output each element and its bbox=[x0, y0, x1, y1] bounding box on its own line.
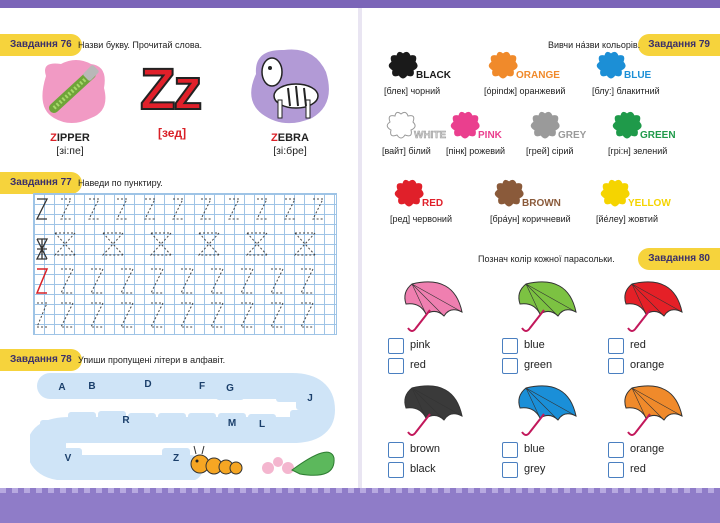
umbrella-4-option-label: brown bbox=[410, 443, 440, 455]
color-word-brown: BROWN bbox=[522, 198, 561, 209]
task-80-badge: Завдання 80 bbox=[638, 248, 720, 270]
alphabet-tile-blank[interactable] bbox=[162, 374, 190, 396]
color-word-grey: GREY bbox=[558, 130, 587, 141]
umbrella-1-checkbox-pink[interactable] bbox=[388, 338, 404, 354]
color-transcription-white: [вайт] білий bbox=[382, 146, 431, 156]
color-word-red: RED bbox=[422, 198, 444, 209]
color-word-orange: ORANGE bbox=[516, 70, 560, 81]
zipper-transcription: [зі:пе] bbox=[56, 145, 84, 157]
bottom-border bbox=[0, 488, 720, 523]
alphabet-tile: G bbox=[216, 378, 244, 400]
alphabet-tile: Z bbox=[162, 448, 190, 470]
umbrella-2-checkbox-blue[interactable] bbox=[502, 338, 518, 354]
alphabet-tile-blank[interactable] bbox=[246, 377, 274, 399]
paint-splash-yellow bbox=[598, 178, 632, 208]
umbrella-4-checkbox-brown[interactable] bbox=[388, 442, 404, 458]
task-78-badge: Завдання 78 bbox=[0, 349, 82, 371]
alphabet-tile: A bbox=[48, 377, 76, 399]
umbrella-2-option-label: green bbox=[524, 359, 553, 371]
top-border bbox=[0, 0, 720, 8]
color-word-black: BLACK bbox=[416, 70, 451, 81]
umbrella-icon bbox=[512, 380, 582, 440]
umbrella-5-option-label: grey bbox=[524, 463, 546, 475]
task-77-instruction: Наведи по пунктиру. bbox=[78, 178, 163, 188]
zebra-transcription: [зі:бре] bbox=[273, 145, 307, 157]
umbrella-3-checkbox-orange[interactable] bbox=[608, 358, 624, 374]
alphabet-tile-blank[interactable] bbox=[108, 375, 136, 397]
umbrella-6-checkbox-orange[interactable] bbox=[608, 442, 624, 458]
alphabet-tile-blank[interactable] bbox=[188, 413, 216, 435]
task-77-badge: Завдання 77 bbox=[0, 172, 82, 194]
alphabet-tile: F bbox=[188, 376, 216, 398]
zebra-first-letter: Z bbox=[271, 132, 278, 144]
alphabet-tile: L bbox=[248, 414, 276, 436]
zipper-picture bbox=[36, 56, 108, 126]
zipper-word bbox=[40, 132, 100, 144]
umbrella-6-option-label: orange bbox=[630, 443, 665, 455]
umbrella-icon bbox=[618, 276, 688, 336]
umbrella-4-option-label: black bbox=[410, 463, 436, 475]
paint-splash-green bbox=[610, 110, 644, 140]
umbrella-2-option-label: blue bbox=[524, 339, 545, 351]
paint-splash-blue bbox=[594, 50, 628, 80]
alphabet-tile-blank[interactable] bbox=[290, 410, 318, 432]
umbrella-3-checkbox-red[interactable] bbox=[608, 338, 624, 354]
umbrella-1-option-label: red bbox=[410, 359, 426, 371]
color-word-pink: PINK bbox=[478, 130, 502, 141]
umbrella-6-option-label: red bbox=[630, 463, 646, 475]
zipper-first-letter: Z bbox=[50, 132, 57, 144]
alphabet-tile-blank[interactable] bbox=[68, 412, 96, 434]
alphabet-tile-blank[interactable] bbox=[114, 455, 142, 477]
alphabet-tile-blank[interactable] bbox=[40, 420, 68, 442]
color-transcription-grey: [грей] сірий bbox=[526, 146, 574, 156]
zebra-picture bbox=[244, 44, 334, 128]
umbrella-5-checkbox-blue[interactable] bbox=[502, 442, 518, 458]
umbrella-4-checkbox-black[interactable] bbox=[388, 462, 404, 478]
color-word-blue: BLUE bbox=[624, 70, 652, 81]
alphabet-tile: R bbox=[122, 415, 130, 426]
task-78-instruction: Упиши пропущені літери в алфавіт. bbox=[78, 355, 226, 365]
paint-splash-orange bbox=[486, 50, 520, 80]
alphabet-tile: D bbox=[134, 374, 162, 396]
zebra-rest: EBRA bbox=[277, 132, 309, 144]
tracing-patterns bbox=[33, 193, 335, 333]
paint-splash-black bbox=[386, 50, 420, 80]
alphabet-tile-blank[interactable] bbox=[84, 455, 112, 477]
color-word-yellow: YELLOW bbox=[628, 198, 671, 209]
umbrella-5-option-label: blue bbox=[524, 443, 545, 455]
umbrella-icon bbox=[398, 380, 468, 440]
bottom-stripe bbox=[0, 488, 720, 493]
paint-splash-pink bbox=[448, 110, 482, 140]
paint-splash-brown bbox=[492, 178, 526, 208]
umbrella-5-checkbox-grey[interactable] bbox=[502, 462, 518, 478]
alphabet-tile-blank[interactable] bbox=[158, 413, 186, 435]
alphabet-tile: M bbox=[218, 413, 246, 435]
umbrella-2-checkbox-green[interactable] bbox=[502, 358, 518, 374]
alphabet-tile: B bbox=[78, 376, 106, 398]
umbrella-6-checkbox-red[interactable] bbox=[608, 462, 624, 478]
color-transcription-green: [грі:н] зелений bbox=[608, 146, 668, 156]
color-transcription-red: [ред] червоний bbox=[390, 214, 452, 224]
color-transcription-yellow: [йе́леу] жовтий bbox=[596, 214, 658, 224]
umbrella-icon bbox=[618, 380, 688, 440]
task-76-instruction: Назви букву. Прочитай слова. bbox=[78, 40, 203, 50]
paint-splash-red bbox=[392, 178, 426, 208]
task-80-instruction: Познач колір кожної парасольки. bbox=[478, 254, 615, 264]
big-letter-zz: Zz bbox=[140, 57, 201, 122]
umbrella-icon bbox=[512, 276, 582, 336]
task-79-instruction: Вивчи на́зви кольорів. bbox=[548, 40, 641, 50]
color-transcription-brown: [бра́ун] коричневий bbox=[490, 214, 571, 224]
book-spine bbox=[358, 8, 362, 488]
color-word-white: WHITE bbox=[414, 130, 447, 141]
task-76-badge: Завдання 76 bbox=[0, 34, 82, 56]
color-word-green: GREEN bbox=[640, 130, 676, 141]
paint-splash-white bbox=[384, 110, 418, 140]
umbrella-3-option-label: orange bbox=[630, 359, 665, 371]
umbrella-1-checkbox-red[interactable] bbox=[388, 358, 404, 374]
alphabet-tile: V bbox=[54, 448, 82, 470]
alphabet-tile: J bbox=[296, 388, 324, 410]
zebra-word bbox=[260, 132, 320, 144]
umbrella-3-option-label: red bbox=[630, 339, 646, 351]
umbrella-1-option-label: pink bbox=[410, 339, 431, 351]
paint-splash-grey bbox=[528, 110, 562, 140]
umbrella-icon bbox=[398, 276, 468, 336]
color-transcription-blue: [блу:] блакитний bbox=[592, 86, 660, 96]
zipper-rest: IPPER bbox=[56, 132, 90, 144]
color-transcription-black: [блек] чорний bbox=[384, 86, 441, 96]
caterpillar-and-flowers-picture bbox=[190, 440, 340, 482]
letter-transcription: [зед] bbox=[158, 126, 187, 140]
task-79-badge: Завдання 79 bbox=[638, 34, 720, 56]
color-transcription-pink: [пінк] рожевий bbox=[446, 146, 506, 156]
color-transcription-orange: [о́рindж] оранжевий bbox=[484, 86, 566, 96]
